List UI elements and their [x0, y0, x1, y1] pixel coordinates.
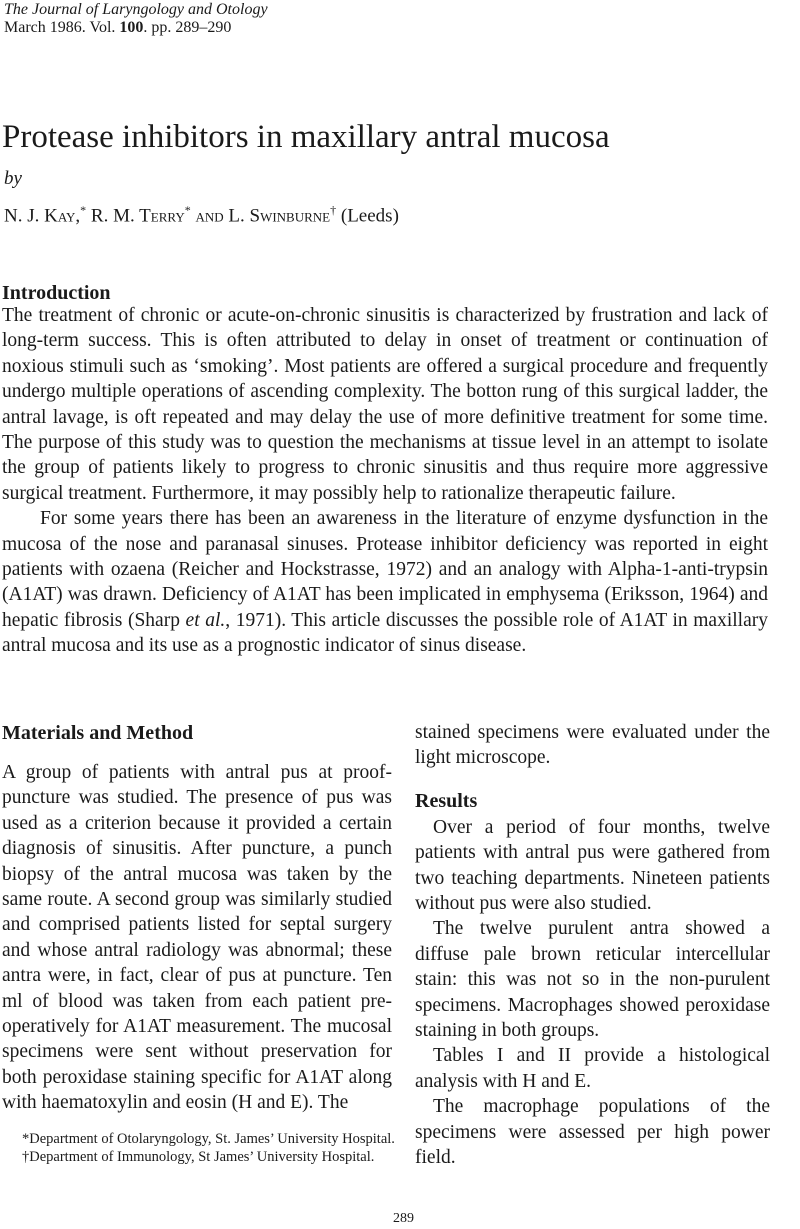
results-paragraph: Tables I and II provide a histological analysis with H and E. [415, 1045, 770, 1092]
introduction-body [2, 303, 768, 659]
author-terry: R. M. Terry [90, 205, 185, 227]
materials-heading: Materials and Method [2, 722, 194, 744]
intro-p2-text: , 1971). This article discusses the possible role of A1AT in maxillary antral mucosa and its use as a prognostic indicator of sinus disease. [2, 609, 768, 657]
issue-line [4, 18, 231, 37]
article-title: Protease inhibitors in maxillary antral mucosa [2, 119, 610, 155]
volume-number: 100 [119, 19, 144, 36]
footnote-otolaryngology: *Department of Otolaryngology, St. James’ University Hospital. [22, 1131, 395, 1147]
intro-p2-text: For some years there has been an awareness in the literature of enzyme dysfunction in the mucosa of the nose and paranasal sinuses. Protease inhibitor deficiency was reported in eight patients with ozaena (Reicher and Hockstrasse, 1972) and an analogy with Alpha-1-anti-trypsin (A1AT) was drawn. Deficiency of A1AT has been implicated in emphysema (Eriksson, 1964) and hepatic fibrosis (Sharp [2, 508, 768, 631]
introduction-heading: Introduction [2, 282, 111, 304]
author-swinburne-mark: † [330, 203, 337, 217]
author-location: (Leeds) [340, 205, 399, 227]
author-terry-mark: * [184, 203, 191, 217]
materials-body [2, 760, 392, 1116]
author-kay: N. J. Kay, [4, 205, 81, 227]
footnotes [22, 1130, 395, 1166]
intro-p2-etal: et al. [185, 609, 226, 631]
results-paragraph: The macrophage populations of the specimens were assessed per high power field. [415, 1096, 770, 1169]
author-list [4, 199, 399, 227]
footnote-immunology: †Department of Immunology, St James’ University Hospital. [22, 1149, 375, 1165]
journal-name: The Journal of Laryngology and Otology [4, 1, 268, 18]
author-swinburne: L. Swinburne [228, 205, 331, 227]
results-paragraph: The twelve purulent antra showed a diffuse pale brown reticular intercellular stain: this was not so in the non-purulent specimens. Macrophages showed peroxidase staining in both groups. [415, 918, 770, 1042]
right-column [415, 720, 770, 1171]
page-number: 289 [393, 1211, 414, 1226]
results-paragraph: Over a period of four months, twelve patients with antral pus were gathered from two teaching departments. Nineteen patients without pus were also studied. [415, 816, 770, 915]
intro-paragraph [2, 506, 768, 658]
materials-paragraph: A group of patients with antral pus at proof-puncture was studied. The presence of pus was used as a criterion because it provided a certain diagnosis of sinusitis. After puncture, a punch biopsy of the antral mucosa was taken by the same route. A second group was similarly studied and comprised patients listed for septal surgery and whose antral radiology was abnormal; these antra were, in fact, clear of pus at puncture. Ten ml of blood was taken from each patient pre-operatively for A1AT measurement. The mucosal specimens were sent without preservation for both peroxidase staining specific for A1AT along with haematoxylin and eosin (H and E). The [2, 762, 392, 1114]
page-range: . pp. 289–290 [143, 19, 232, 36]
intro-paragraph: The treatment of chronic or acute-on-chronic sinusitis is characterized by frustration and lack of long-term success. This is often attributed to delay in onset of treatment or continuation of noxious stimuli such as ‘smoking’. Most patients are offered a surgical procedure and frequently undergo multiple operations of ascending complexity. The botton rung of this surgical ladder, the antral lavage, is oft repeated and may delay the use of more definitive treatment for some time. The purpose of this study was to question the mechanisms at tissue level in an attempt to isolate the group of patients likely to progress to chronic sinusitis and thus require more aggressive surgical treatment. Furthermore, it may possibly help to rationalize therapeutic failure. [2, 305, 768, 504]
author-and: and [195, 205, 224, 227]
byline-by: by [4, 168, 22, 189]
results-heading: Results [415, 789, 478, 812]
author-kay-mark: * [80, 203, 87, 217]
issue-prefix: March 1986. Vol. [4, 19, 120, 36]
materials-continuation: stained specimens were evaluated under the light microscope. [415, 722, 770, 769]
